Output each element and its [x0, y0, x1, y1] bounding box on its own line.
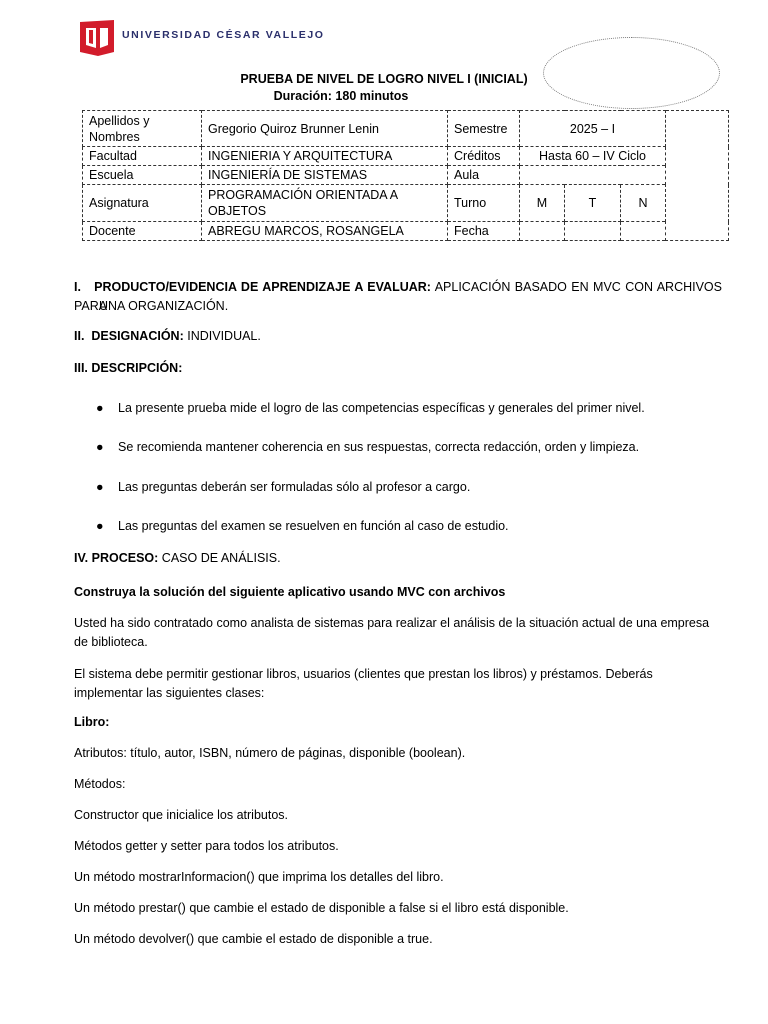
- list-item: [96, 480, 470, 494]
- section-1-text-a: APLICACIÓN BASADO EN MVC CON ARCHIVOS PARA: [74, 280, 722, 313]
- bullet-text: Las preguntas del examen se resuelven en función al caso de estudio.: [118, 519, 509, 533]
- semestre-label: Semestre: [448, 111, 520, 147]
- escuela-value: INGENIERÍA DE SISTEMAS: [202, 166, 448, 185]
- exam-duration: Duración: 180 minutos: [273, 89, 409, 103]
- paragraph-requirements: El sistema debe permitir gestionar libros, usuarios (clientes que prestan los libros) y préstamos. Deberás implementar las siguientes clases:: [74, 667, 653, 700]
- list-item: [96, 440, 639, 454]
- section-4-text: CASO DE ANÁLISIS.: [161, 551, 281, 565]
- docente-value: ABREGU MARCOS, ROSANGELA: [202, 222, 448, 241]
- turno-m: M: [520, 185, 565, 222]
- bullet-icon: ●: [96, 401, 104, 415]
- method-item: Un método mostrarInformacion() que imprima los detalles del libro.: [74, 870, 444, 884]
- paragraph-intro: Usted ha sido contratado como analista de sistemas para realizar el análisis de la situación actual de una empresa de biblioteca.: [74, 616, 710, 649]
- section-2-text: INDIVIDUAL.: [187, 329, 261, 343]
- method-item: Un método devolver() que cambie el estado de disponible a true.: [74, 932, 433, 946]
- fecha-cell-3: [621, 222, 666, 241]
- university-name: UNIVERSIDAD CÉSAR VALLEJO: [122, 29, 325, 41]
- section-2-number: II.: [74, 329, 85, 343]
- list-item: [96, 519, 509, 533]
- section-4-number: IV.: [74, 551, 89, 565]
- class-libro-heading: Libro:: [74, 715, 110, 729]
- docente-label: Docente: [83, 222, 202, 241]
- list-item: [96, 401, 645, 415]
- libro-methods-heading: Métodos:: [74, 777, 126, 791]
- facultad-value: INGENIERIA Y ARQUITECTURA: [202, 147, 448, 166]
- turno-n: N: [621, 185, 666, 222]
- escuela-label: Escuela: [83, 166, 202, 185]
- bullet-icon: ●: [96, 480, 104, 494]
- turno-t: T: [565, 185, 621, 222]
- section-1-number: I.: [74, 280, 81, 294]
- semestre-value: 2025 – I: [520, 111, 666, 147]
- exam-title: PRUEBA DE NIVEL DE LOGRO NIVEL I (INICIAL): [240, 72, 528, 86]
- fecha-cell-1: [520, 222, 565, 241]
- creditos-label: Créditos: [448, 147, 520, 166]
- section-3: [74, 359, 182, 378]
- section-2-label: DESIGNACIÓN:: [91, 329, 184, 343]
- apellidos-label: Apellidos y Nombres: [83, 111, 202, 147]
- asignatura-value: PROGRAMACIÓN ORIENTADA A OBJETOS: [202, 185, 448, 222]
- bullet-text: La presente prueba mide el logro de las competencias específicas y generales del primer nivel.: [118, 401, 645, 415]
- fecha-cell-2: [565, 222, 621, 241]
- turno-label: Turno: [448, 185, 520, 222]
- fecha-label: Fecha: [448, 222, 520, 241]
- section-4-label: PROCESO:: [91, 551, 159, 565]
- method-item: Un método prestar() que cambie el estado de disponible a false si el libro está disponible.: [74, 901, 569, 915]
- section-1-label: PRODUCTO/EVIDENCIA DE APRENDIZAJE A EVALUAR:: [94, 280, 431, 294]
- creditos-value: Hasta 60 – IV Ciclo: [520, 147, 666, 166]
- photo-box: [666, 111, 729, 241]
- bullet-icon: ●: [96, 440, 104, 454]
- aula-value: [520, 166, 666, 185]
- apellidos-value: Gregorio Quiroz Brunner Lenin: [202, 111, 448, 147]
- method-item: Métodos getter y setter para todos los atributos.: [74, 839, 339, 853]
- bullet-text: Las preguntas deberán ser formuladas sólo al profesor a cargo.: [118, 480, 471, 494]
- section-2: [74, 327, 261, 346]
- libro-attributes: Atributos: título, autor, ISBN, número de páginas, disponible (boolean).: [74, 746, 466, 760]
- facultad-label: Facultad: [83, 147, 202, 166]
- section-3-number: III.: [74, 361, 88, 375]
- method-item: Constructor que inicialice los atributos.: [74, 808, 288, 822]
- aula-label: Aula: [448, 166, 520, 185]
- section-4: [74, 549, 281, 568]
- bullet-icon: ●: [96, 519, 104, 533]
- student-info-table: [82, 110, 729, 241]
- asignatura-label: Asignatura: [83, 185, 202, 222]
- body-heading: Construya la solución del siguiente aplicativo usando MVC con archivos: [74, 585, 506, 599]
- section-3-label: DESCRIPCIÓN:: [91, 361, 183, 375]
- bullet-text: Se recomienda mantener coherencia en sus respuestas, correcta redacción, orden y limpieza.: [118, 440, 640, 454]
- section-1-text-b: UNA ORGANIZACIÓN.: [99, 299, 229, 313]
